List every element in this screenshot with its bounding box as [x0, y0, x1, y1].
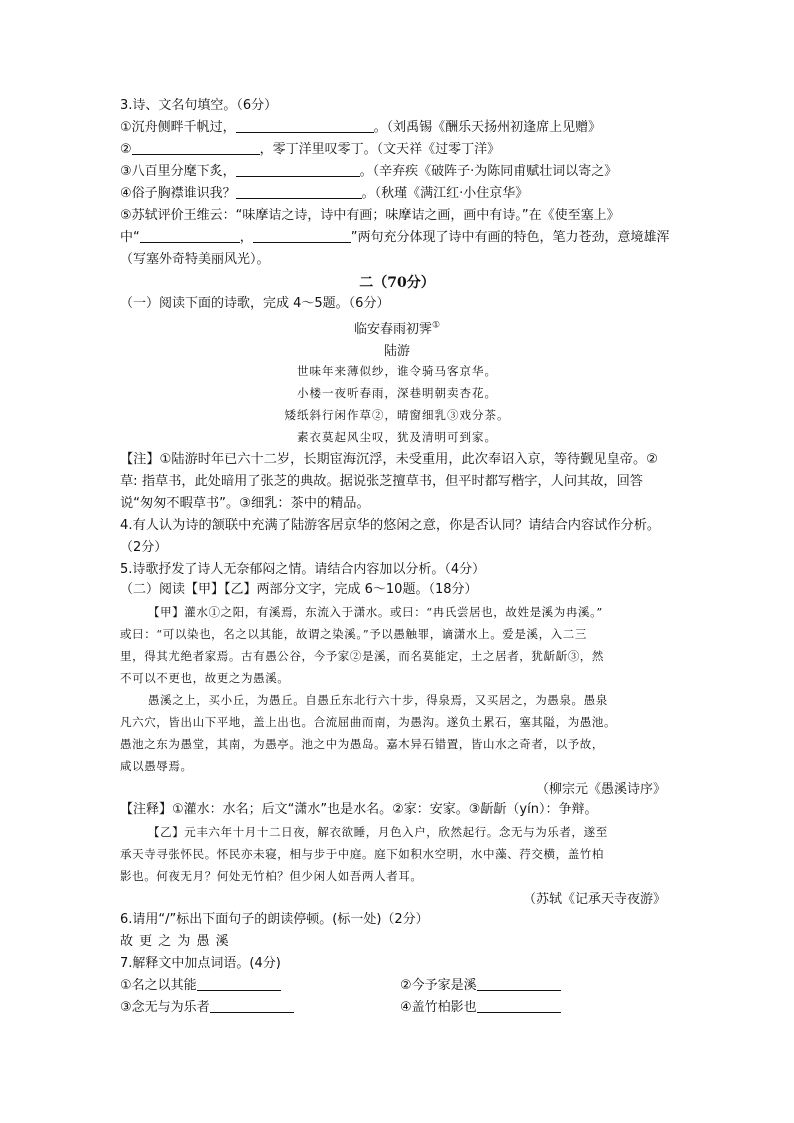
answer-blank[interactable]: [236, 118, 374, 133]
jia-source: （柳宗元《愚溪诗序》: [535, 782, 666, 797]
poem-note: 草: 指草书，此处暗用了张芝的典故。据说张芝擅草书，但平时都写楷字，人问其故，回答: [120, 474, 643, 489]
poem-title-text: 临安春雨初霁: [353, 322, 432, 337]
part2-intro: （二）阅读【甲】【乙】两部分文字，完成 6～10题。（18分）: [120, 582, 478, 597]
q7-item-4: [400, 998, 561, 1018]
yi-paragraph-line: 承天寺寻张怀民。怀民亦未寝，相与步于中庭。庭下如积水空明，水中藻、荇交横，盖竹柏: [120, 847, 604, 861]
yi-paragraph-line: 影也。何夜无月？何处无竹柏？但少闲人如吾两人者耳。: [120, 869, 423, 883]
jia-paragraph-line: 里，得其尤绝者家焉。古有愚公谷，今予家②是溪，而名莫能定，土之居者，犹龂龂③，然: [120, 649, 604, 663]
answer-blank[interactable]: [253, 228, 351, 243]
q4-text: 4.有人认为诗的颔联中充满了陆游客居京华的悠闲之意，你是否认同？请结合内容试作分析。: [120, 518, 661, 533]
q7-item-1: [120, 976, 281, 996]
q3-line-3-prefix: ③八百里分麾下炙，: [120, 164, 236, 179]
q3-line-4: [120, 184, 528, 204]
jia-paragraph-line: 愚池之东为愚堂，其南，为愚亭。池之中为愚岛。嘉木异石错置，皆山水之奇者，以予故，: [120, 737, 604, 751]
poem-title: [0, 318, 794, 337]
q7-text: 7.解释文中加点词语。(4分): [120, 956, 281, 971]
q3-line-1-suffix: 。（刘禹锡《酬乐天扬州初逢席上见赠》: [373, 120, 602, 135]
q5-text: 5.诗歌抒发了诗人无奈郁闷之情。请结合内容加以分析。（4分）: [120, 562, 486, 577]
q4-text: （2分）: [120, 540, 168, 555]
q3-title: 3.诗、文名句填空。（6分）: [120, 98, 278, 113]
q3-line-2-suffix: ，零丁洋里叹零丁。（文天祥《过零丁洋》: [259, 142, 501, 157]
poem-line: 小楼一夜听春雨，深巷明朝卖杏花。: [297, 386, 497, 400]
part1-intro: （一）阅读下面的诗歌，完成 4～5题。（6分）: [120, 296, 390, 311]
q3-line-6: [120, 228, 670, 248]
q3-line-1: [120, 118, 601, 138]
poem-line: 素衣莫起风尘叹，犹及清明可到家。: [297, 430, 497, 444]
q7-item-label: ④盖竹柏影也: [400, 1000, 477, 1015]
q3-line-7: （写塞外奇特美丽风光）。: [120, 252, 270, 267]
poem-title-note-mark: ①: [431, 320, 441, 331]
poem-note: 【注】①陆游时年已六十二岁，长期宦海沉浮，未受重用，此次奉诏入京，等待觐见皇帝。②: [120, 452, 658, 467]
jia-paragraph-line: 不可以不更也，故更之为愚溪。: [120, 671, 290, 685]
q3-line-6-suffix: ”两句充分体现了诗中有画的特色，笔力苍劲，意境雄浑: [350, 230, 670, 245]
yi-paragraph-line: 【乙】元丰六年十月十二日夜，解衣欲睡，月色入户，欣然起行。念无与为乐者，遂至: [148, 825, 608, 839]
answer-blank[interactable]: [477, 976, 561, 991]
jia-annotation: 【注释】①灌水：水名；后文“潇水”也是水名。②家：安家。③龂龂（yín）：争辩。: [120, 802, 598, 817]
q7-item-label: ①名之以其能: [120, 978, 197, 993]
poem-line: 矮纸斜行闲作草②，晴窗细乳③戏分茶。: [284, 408, 510, 422]
yi-source: （苏轼《记承天寺夜游》: [522, 892, 666, 907]
q3-line-6-prefix: 中“: [120, 230, 140, 245]
answer-blank[interactable]: [236, 184, 362, 199]
q7-item-label: ②今予家是溪: [400, 978, 477, 993]
q3-line-5: ⑤苏轼评价王维云：“味摩诘之诗，诗中有画；味摩诘之画，画中有诗。”在《使至塞上》: [120, 208, 620, 223]
poem-line: 世味年来薄似纱，谁令骑马客京华。: [297, 364, 497, 378]
q7-item-label: ③念无与为乐者: [120, 1000, 210, 1015]
answer-blank[interactable]: [197, 976, 281, 991]
jia-paragraph-line: 【甲】灌水①之阳，有溪焉，东流入于潇水。或曰：“冉氏尝居也，故姓是溪为冉溪。”: [148, 605, 603, 619]
answer-blank[interactable]: [210, 998, 294, 1013]
q3-line-4-prefix: ④俗子胸襟谁识我？: [120, 186, 236, 201]
q6-text: 6.请用“/”标出下面句子的朗读停顿。(标一处)（2分）: [120, 912, 429, 927]
q3-line-6-comma: ，: [239, 230, 253, 245]
q3-line-3-suffix: 。（辛弃疾《破阵子·为陈同甫赋壮词以寄之》: [359, 164, 618, 179]
q3-line-2: [120, 140, 500, 160]
q3-line-4-suffix: 。（秋瑾《满江红·小住京华》: [361, 186, 529, 201]
poem-author: 陆游: [383, 344, 410, 359]
q3-line-1-prefix: ①沉舟侧畔千帆过，: [120, 120, 236, 135]
q7-item-3: [120, 998, 294, 1018]
section-2-title: 二（70分）: [359, 275, 435, 291]
q3-line-3: [120, 162, 617, 182]
answer-blank[interactable]: [236, 162, 360, 177]
jia-paragraph-line: 愚溪之上，买小丘，为愚丘。自愚丘东北行六十步，得泉焉，又买居之，为愚泉。愚泉: [148, 693, 608, 707]
q6-sentence: 故 更 之 为 愚 溪: [120, 934, 230, 949]
q3-line-2-prefix: ②: [120, 142, 132, 157]
jia-paragraph-line: 凡六穴，皆出山下平地，盖上出也。合流屈曲而南，为愚沟。遂负土累石，塞其隘，为愚池。: [120, 715, 617, 729]
poem-note: 说“匆匆不暇草书”。③细乳：茶中的精品。: [120, 496, 370, 511]
jia-paragraph-line: 或曰：“可以染也，名之以其能，故谓之染溪。”予以愚触罪，谪潇水上。爱是溪，入二三: [120, 627, 588, 641]
jia-paragraph-line: 咸以愚辱焉。: [120, 759, 193, 773]
q7-item-2: [400, 976, 561, 996]
answer-blank[interactable]: [140, 228, 240, 243]
answer-blank[interactable]: [477, 998, 561, 1013]
answer-blank[interactable]: [132, 140, 260, 155]
